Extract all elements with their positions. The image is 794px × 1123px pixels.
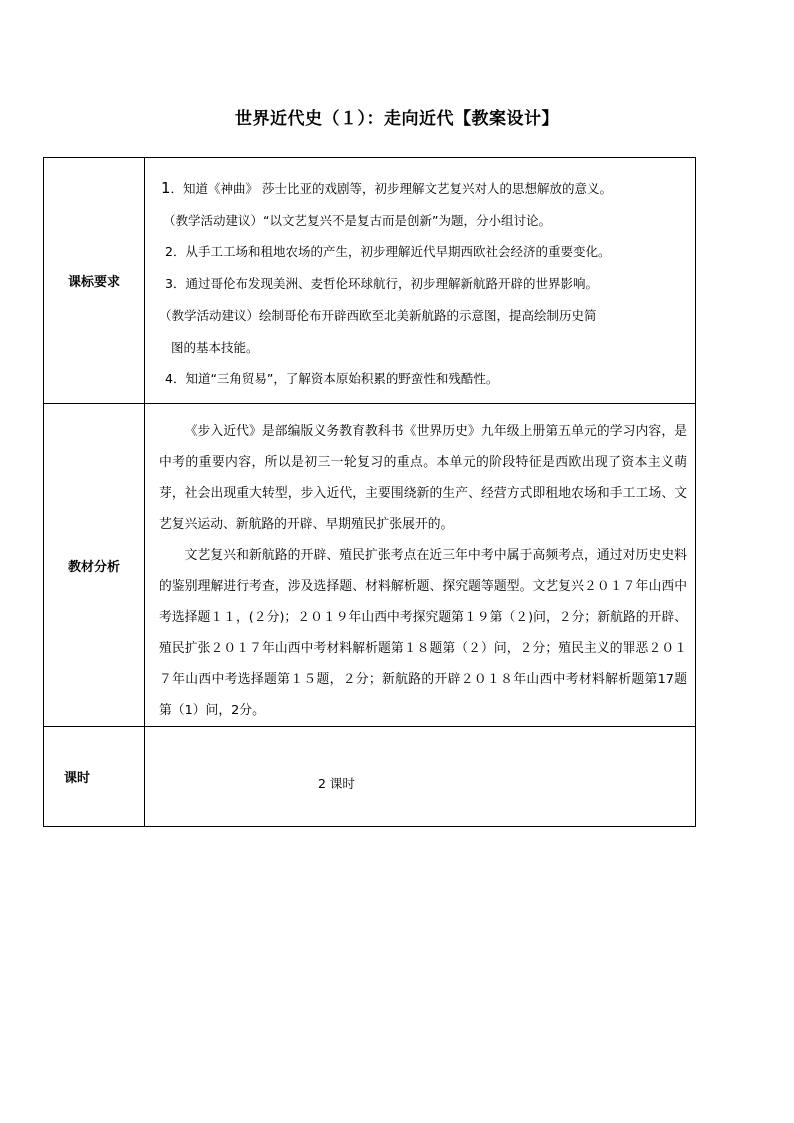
- standards-label: 课标要求: [67, 275, 120, 290]
- standards-item-1-number: 1: [161, 179, 171, 197]
- page-title: 世界近代史（１）：走向近代【教案设计】: [235, 109, 559, 129]
- hours-label-cell: [44, 727, 145, 827]
- standards-label-cell: [44, 158, 145, 404]
- hours-value: 2 课时: [318, 776, 355, 791]
- standards-item-7: 4．知道“三角贸易”，了解资本原始积累的野蛮性和残酷性。: [165, 371, 499, 386]
- hours-label: 课时: [63, 771, 90, 786]
- standards-item-1: [161, 180, 612, 197]
- standards-item-6: 图的基本技能。: [171, 340, 259, 355]
- standards-item-5: （教学活动建议）绘制哥伦布开辟西欧至北美新航路的示意图，提高绘制历史简: [159, 308, 597, 323]
- standards-item-1-text: ．知道《神曲》 莎士比亚的戏剧等，初步理解文艺复兴对人的思想解放的意义。: [170, 181, 613, 196]
- table-row-standards: [44, 158, 696, 404]
- analysis-label: 教材分析: [67, 559, 120, 575]
- analysis-paragraph-2: 文艺复兴和新航路的开辟、殖民扩张考点在近三年中考中属于高频考点，通过对历史史料的鉴别理解进行考查，涉及选择题、材料解析题、探究题等题型。文艺复兴２０１７年山西中考选择题１１，(２分)；２０１９年山西中考探究题第１９第（２)问，２分；新航路的开辟、殖民扩张２０１７年山西中考材料解析题第１８题第（２）问，２分；殖民主义的罪恶２０１７年山西中考选择题第１５题，２分；新航路的开辟２０１８年山西中考材料解析题第17题第（1）问，2分。: [159, 548, 687, 718]
- standards-item-4: 3．通过哥伦布发现美洲、麦哲伦环球航行，初步理解新航路开辟的世界影响。: [165, 276, 598, 291]
- standards-content-cell: [145, 158, 696, 404]
- table-row-hours: [44, 727, 696, 827]
- hours-content-cell: [145, 727, 696, 827]
- standards-item-3: 2．从手工工场和租地农场的产生，初步理解近代早期西欧社会经济的重要变化。: [165, 244, 611, 259]
- analysis-label-cell: [44, 404, 145, 727]
- analysis-content-cell: [145, 404, 696, 727]
- analysis-paragraph-1: 《步入近代》是部编版义务教育教科书《世界历史》九年级上册第五单元的学习内容，是中考的重要内容，所以是初三一轮复习的重点。本单元的阶段特征是西欧出现了资本主义萌芽，社会出现重大转型，步入近代，主要围绕新的生产、经营方式即租地农场和手工工场、文艺复兴运动、新航路的开辟、早期殖民扩张展开的。: [159, 424, 687, 532]
- lesson-plan-table: [43, 157, 696, 827]
- standards-item-2: （教学活动建议）“以文艺复兴不是复古而是创新”为题，分小组讨论。: [163, 213, 551, 228]
- table-row-analysis: [44, 404, 696, 727]
